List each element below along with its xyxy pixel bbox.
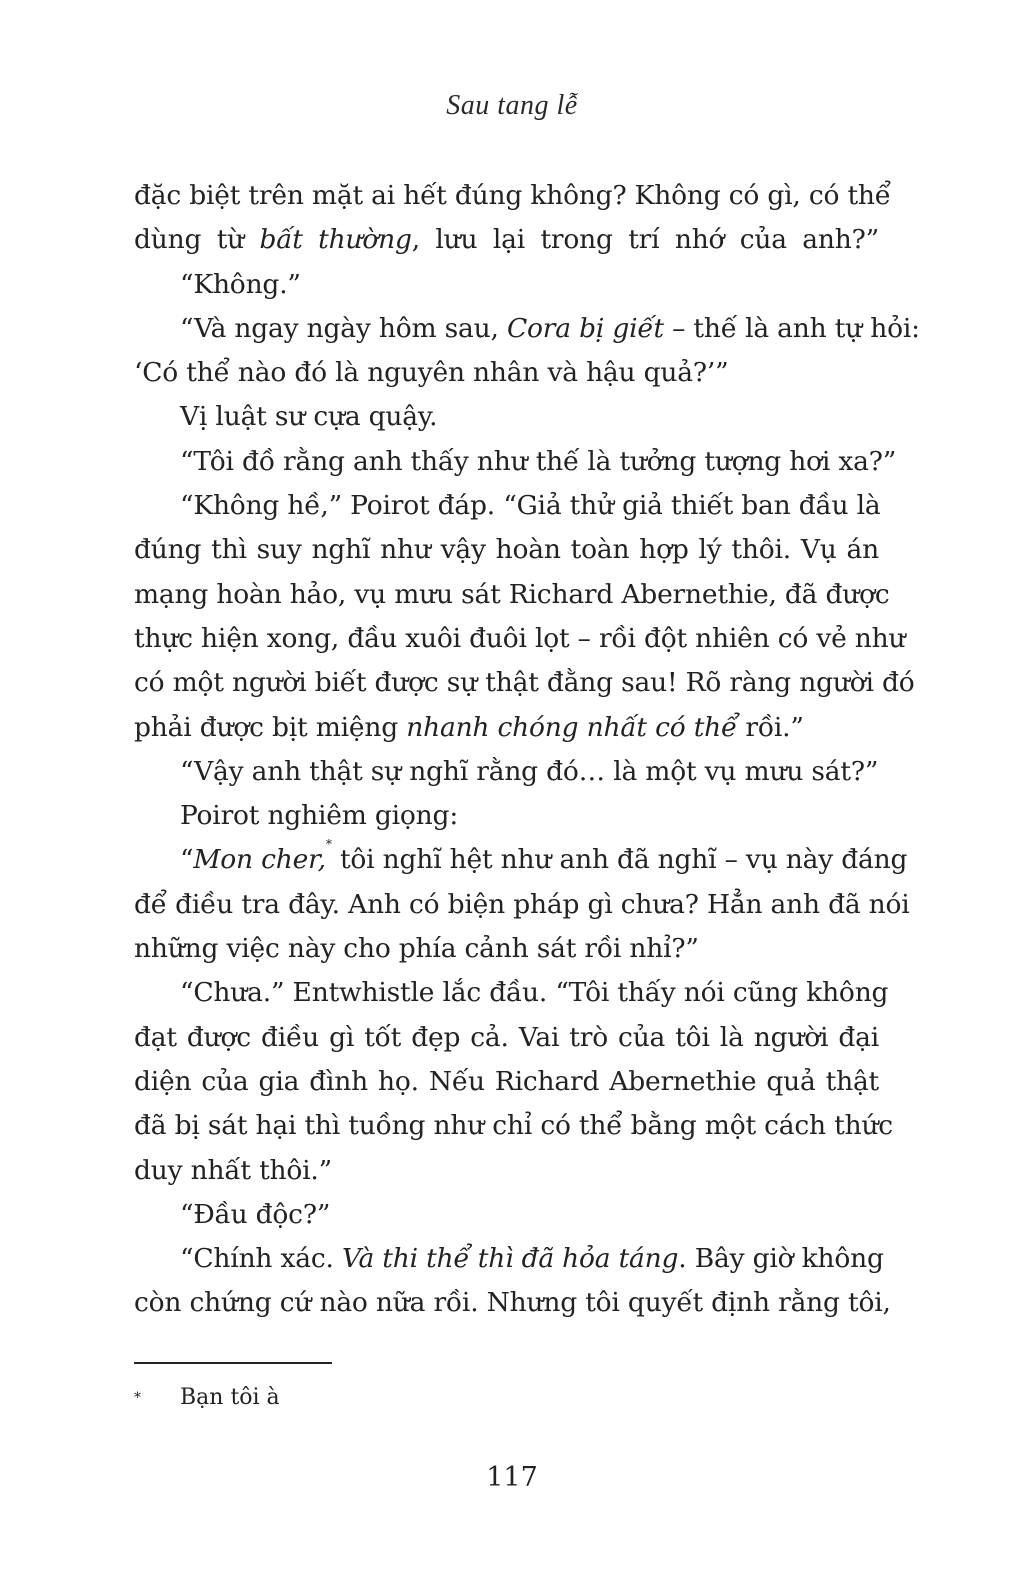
text-run: những việc này cho phía cảnh sát rồi nhỉ?”	[134, 933, 699, 965]
text-line	[134, 440, 897, 484]
text-line	[134, 263, 879, 307]
footnote-reference: *	[325, 837, 332, 852]
footnote-mark: *	[134, 1390, 141, 1406]
text-line	[134, 1016, 879, 1060]
text-run: ‘Có thể nào đó là nguyên nhân và hậu quả?’”	[134, 357, 729, 389]
text-run: , lưu lại trong trí nhớ của anh?”	[411, 224, 879, 256]
text-line	[134, 1104, 893, 1148]
footnote	[134, 1383, 280, 1413]
text-line	[134, 528, 879, 572]
italic-run: bất thường	[259, 224, 412, 256]
text-line	[134, 883, 910, 927]
text-run: tôi nghĩ hệt như anh đã nghĩ – vụ này đáng	[331, 844, 908, 876]
text-run: đạt được điều gì tốt đẹp cả. Vai trò của tôi là người đại	[134, 1021, 879, 1053]
text-run: . Bây giờ không	[678, 1243, 884, 1275]
text-line	[134, 706, 879, 750]
footnote-divider	[134, 1362, 332, 1364]
text-run: “	[180, 844, 194, 876]
text-run: mạng hoàn hảo, vụ mưu sát Richard Abernethie, đã được	[134, 578, 890, 610]
text-line	[134, 218, 879, 262]
text-line	[134, 1281, 891, 1325]
text-run: “Vậy anh thật sự nghĩ rằng đó… là một vụ mưu sát?”	[180, 755, 879, 787]
italic-run: nhanh chóng nhất có thể	[406, 711, 738, 743]
footnote-text: Bạn tôi à	[180, 1385, 280, 1410]
text-run: đặc biệt trên mặt ai hết đúng không? Không có gì, có thể	[134, 180, 891, 211]
text-line	[134, 1149, 879, 1193]
text-line	[134, 927, 879, 971]
text-line	[134, 971, 889, 1015]
text-line	[134, 750, 879, 794]
text-run: duy nhất thôi.”	[134, 1154, 332, 1186]
text-line	[134, 1237, 884, 1281]
text-run: “Đầu độc?”	[180, 1198, 331, 1230]
running-head: Sau tang lễ	[446, 90, 578, 121]
text-run: còn chứng cứ nào nữa rồi. Nhưng tôi quyết định rằng tôi,	[134, 1287, 891, 1319]
text-run: để điều tra đây. Anh có biện pháp gì chưa? Hẳn anh đã nói	[134, 888, 910, 920]
text-run: phải được bịt miệng	[134, 711, 407, 743]
text-line	[134, 661, 915, 705]
text-line	[134, 307, 920, 351]
text-run: thực hiện xong, đầu xuôi đuôi lọt – rồi đột nhiên có vẻ như	[134, 622, 906, 654]
text-run: “Không hề,” Poirot đáp. “Giả thử giả thiết ban đầu là	[180, 490, 881, 522]
text-line	[134, 573, 890, 617]
text-line	[134, 1060, 879, 1104]
text-run: “Chưa.” Entwhistle lắc đầu. “Tôi thấy nói cũng không	[180, 977, 889, 1009]
text-run: “Không.”	[180, 268, 301, 300]
page-number: 117	[486, 1462, 538, 1493]
text-run: “Tôi đồ rằng anh thấy như thế là tưởng tượng hơi xa?”	[180, 445, 897, 477]
body-text	[134, 174, 920, 1326]
text-run: – thế là anh tự hỏi:	[663, 312, 920, 344]
text-run: Poirot nghiêm giọng:	[180, 800, 459, 832]
text-run: “Và ngay ngày hôm sau,	[180, 312, 507, 344]
text-run: dùng từ	[134, 224, 260, 256]
text-line	[134, 617, 906, 661]
italic-run: Mon cher,	[193, 844, 326, 876]
text-run: rồi.”	[737, 711, 804, 743]
italic-run: Và thi thể thì đã hỏa táng	[341, 1243, 679, 1275]
text-run: Vị luật sư cựa quậy.	[180, 401, 438, 433]
text-run: đã bị sát hại thì tuồng như chỉ có thể bằng một cách thức	[134, 1110, 893, 1142]
text-line	[134, 837, 908, 882]
text-run: có một người biết được sự thật đằng sau! Rõ ràng người đó	[134, 667, 915, 699]
text-line	[134, 484, 879, 528]
text-line	[134, 351, 879, 395]
italic-run: Cora bị giết	[506, 312, 664, 344]
text-line	[134, 1193, 879, 1237]
text-line	[134, 174, 891, 218]
text-line	[134, 794, 879, 838]
text-line	[134, 395, 879, 439]
text-run: “Chính xác.	[180, 1243, 342, 1275]
text-run: diện của gia đình họ. Nếu Richard Abernethie quả thật	[134, 1065, 879, 1097]
text-run: đúng thì suy nghĩ như vậy hoàn toàn hợp lý thôi. Vụ án	[134, 534, 879, 566]
